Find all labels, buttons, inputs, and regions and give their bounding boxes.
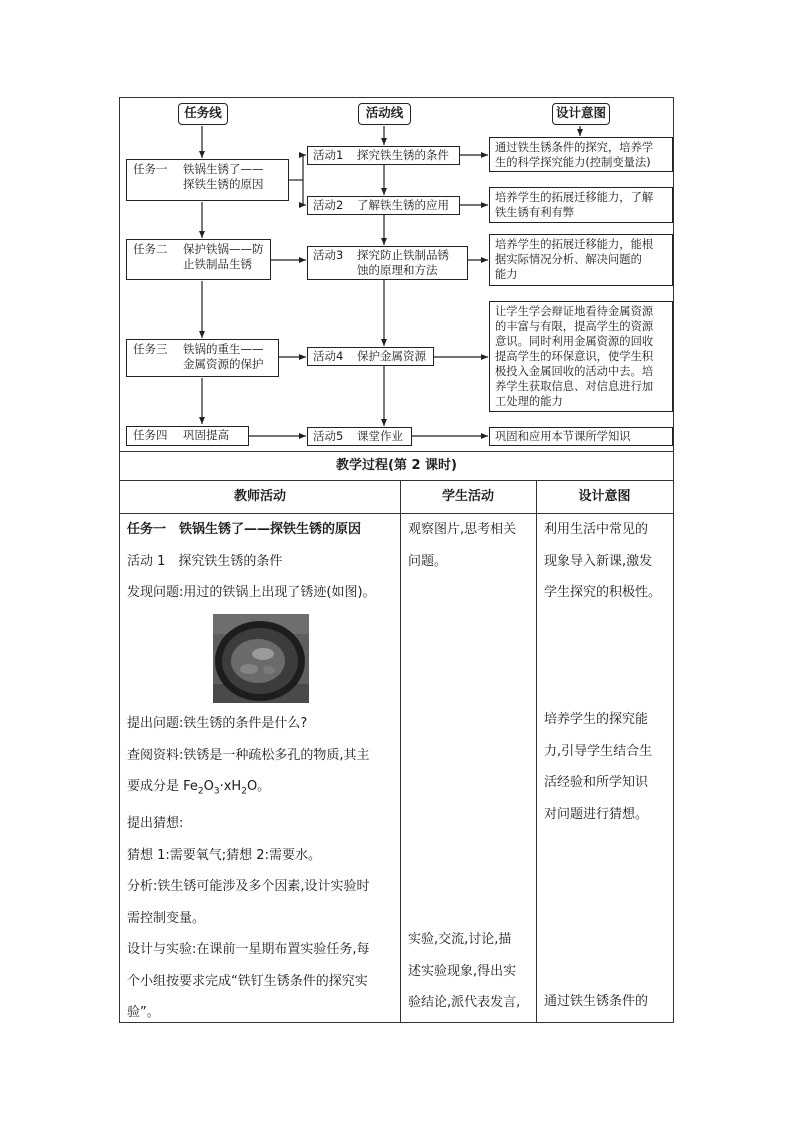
intent-box-1 — [489, 137, 673, 172]
formula-line — [127, 771, 397, 808]
student-text: 实验,交流,讨论,描 — [408, 932, 512, 947]
intent-cell-3 — [544, 986, 672, 1018]
intent-line: 养学生获取信息、对信息进行加 — [495, 380, 654, 393]
intent-text: 现象导入新课,激发 — [544, 553, 653, 569]
intent-line: 的丰富与有限，提高学生的资源 — [495, 320, 654, 333]
hypothesis-text: 猜想 1:需要氧气;猜想 2:需要水。 — [127, 847, 321, 863]
task-line2: 金属资源的保护 — [183, 357, 264, 371]
activity-box-1 — [307, 146, 460, 165]
student-text: 问题。 — [408, 553, 448, 569]
task-num: 任务一 — [133, 162, 168, 176]
intent-cell-2 — [544, 704, 672, 830]
activity-num: 活动5 — [313, 429, 344, 443]
header-task-line: 任务线 — [178, 103, 228, 125]
formula-sub: 2 — [197, 786, 204, 797]
analysis-text: 分析:铁生锈可能涉及多个因素,设计实验时 — [127, 879, 370, 895]
intent-line: 提高学生的环保意识，使学生积 — [495, 350, 654, 363]
formula-part: ·xH — [219, 779, 242, 794]
student-text: 述实验现象,得出实 — [408, 963, 517, 979]
rusty-wok-photo — [213, 614, 309, 703]
intent-box-3 — [489, 234, 673, 286]
task-box-1 — [126, 159, 289, 201]
discover-text: 发现问题:用过的铁锅上出现了锈迹(如图)。 — [127, 585, 376, 600]
intent-line: 极投入金属回收的活动中去。培 — [495, 365, 654, 378]
intent-line: 巩固和应用本节课所学知识 — [495, 430, 631, 443]
task-line2: 探铁生锈的原因 — [183, 177, 264, 191]
activity-num: 活动4 — [313, 349, 344, 363]
process-title: 教学过程(第 2 课时) — [120, 451, 673, 481]
task-num: 任务四 — [133, 428, 168, 442]
intent-line: 工处理的能力 — [495, 395, 563, 408]
task-box-4 — [126, 426, 249, 446]
intent-line: 培养学生的拓展迁移能力，能根 — [495, 238, 654, 251]
activity-heading: 活动 1 探究铁生锈的条件 — [127, 553, 283, 569]
hypothesis-title: 提出猜想: — [127, 816, 184, 832]
intent-text: 培养学生的探究能 — [544, 712, 649, 727]
teacher-activity-cell-continued — [127, 708, 397, 1029]
intent-line: 铁生锈有利有弊 — [495, 206, 575, 219]
activity-line1: 探究防止铁制品锈 — [357, 248, 449, 262]
task-line1: 巩固提高 — [183, 428, 229, 442]
intent-line: 培养学生的拓展迁移能力，了解 — [495, 191, 654, 204]
intent-text: 通过铁生锈条件的 — [544, 994, 649, 1009]
formula-part: O。 — [246, 779, 271, 794]
task-box-3 — [126, 339, 279, 377]
intent-box-4 — [489, 301, 673, 412]
intent-text: 学生探究的积极性。 — [544, 585, 662, 600]
activity-num: 活动1 — [313, 148, 344, 162]
formula-part: 要成分是 Fe — [127, 779, 198, 794]
formula-sub: 2 — [241, 786, 247, 797]
column-divider — [400, 481, 401, 1022]
activity-line1: 课堂作业 — [357, 429, 403, 443]
intent-text: 利用生活中常见的 — [544, 522, 649, 537]
task-heading: 任务一 铁锅生锈了——探铁生锈的原因 — [127, 522, 362, 537]
design-text: 设计与实验:在课前一星期布置实验任务,每 — [127, 942, 370, 958]
column-header-student: 学生活动 — [400, 481, 536, 514]
intent-text: 对问题进行猜想。 — [544, 806, 649, 822]
activity-line1: 探究铁生锈的条件 — [357, 148, 449, 162]
intent-line: 让学生学会辩证地看待金属资源 — [495, 305, 654, 318]
activity-box-4 — [307, 347, 434, 366]
activity-line1: 了解铁生锈的应用 — [357, 198, 449, 212]
column-header-intent: 设计意图 — [536, 481, 673, 514]
activity-box-3 — [307, 246, 468, 280]
design-text: 验”。 — [127, 1005, 160, 1021]
formula-part: O — [203, 779, 214, 794]
student-activity-cell-2 — [408, 924, 534, 1019]
activity-line2: 蚀的原理和方法 — [357, 263, 438, 277]
intent-text: 活经验和所学知识 — [544, 775, 649, 790]
intent-cell-1 — [544, 514, 672, 609]
task-num: 任务三 — [133, 342, 168, 356]
task-line1: 铁锅的重生—— — [183, 342, 264, 356]
intent-text: 力,引导学生结合生 — [544, 743, 653, 759]
intent-line: 据实际情况分析、解决问题的 — [495, 253, 642, 266]
task-line1: 铁锅生锈了—— — [183, 162, 264, 176]
intent-line: 能力 — [495, 268, 518, 281]
intent-box-2 — [489, 187, 673, 223]
teacher-activity-cell — [127, 514, 397, 609]
student-activity-cell — [408, 514, 534, 577]
intent-line: 通过铁生锈条件的探究，培养学 — [495, 141, 654, 154]
header-design-intent: 设计意图 — [552, 103, 610, 125]
flow-diagram — [120, 98, 673, 451]
intent-line: 生的科学探究能力(控制变量法) — [495, 156, 651, 169]
activity-num: 活动3 — [313, 248, 344, 262]
student-text: 观察图片,思考相关 — [408, 522, 517, 537]
column-header-teacher: 教师活动 — [120, 481, 400, 514]
lesson-sheet — [119, 97, 674, 1023]
column-divider — [536, 481, 537, 1022]
student-text: 验结论,派代表发言, — [408, 995, 521, 1010]
intent-line: 意识。同时利用金属资源的回收 — [495, 335, 654, 348]
activity-line1: 保护金属资源 — [357, 349, 426, 363]
activity-num: 活动2 — [313, 198, 344, 212]
task-box-2 — [126, 239, 271, 280]
activity-box-2 — [307, 196, 460, 215]
intent-box-5 — [489, 427, 673, 446]
analysis-text: 需控制变量。 — [127, 910, 206, 926]
task-num: 任务二 — [133, 242, 168, 256]
lookup-text: 查阅资料:铁锈是一种疏松多孔的物质,其主 — [127, 747, 370, 763]
task-line2: 止铁制品生锈 — [183, 257, 252, 271]
header-activity-line: 活动线 — [358, 103, 411, 125]
design-text: 个小组按要求完成“铁钉生锈条件的探究实 — [127, 973, 368, 989]
wok-image — [213, 614, 309, 703]
formula-sub: 3 — [213, 786, 220, 797]
activity-box-5 — [307, 427, 412, 446]
question-text: 提出问题:铁生锈的条件是什么? — [127, 716, 308, 731]
task-line1: 保护铁锅——防 — [183, 242, 264, 256]
